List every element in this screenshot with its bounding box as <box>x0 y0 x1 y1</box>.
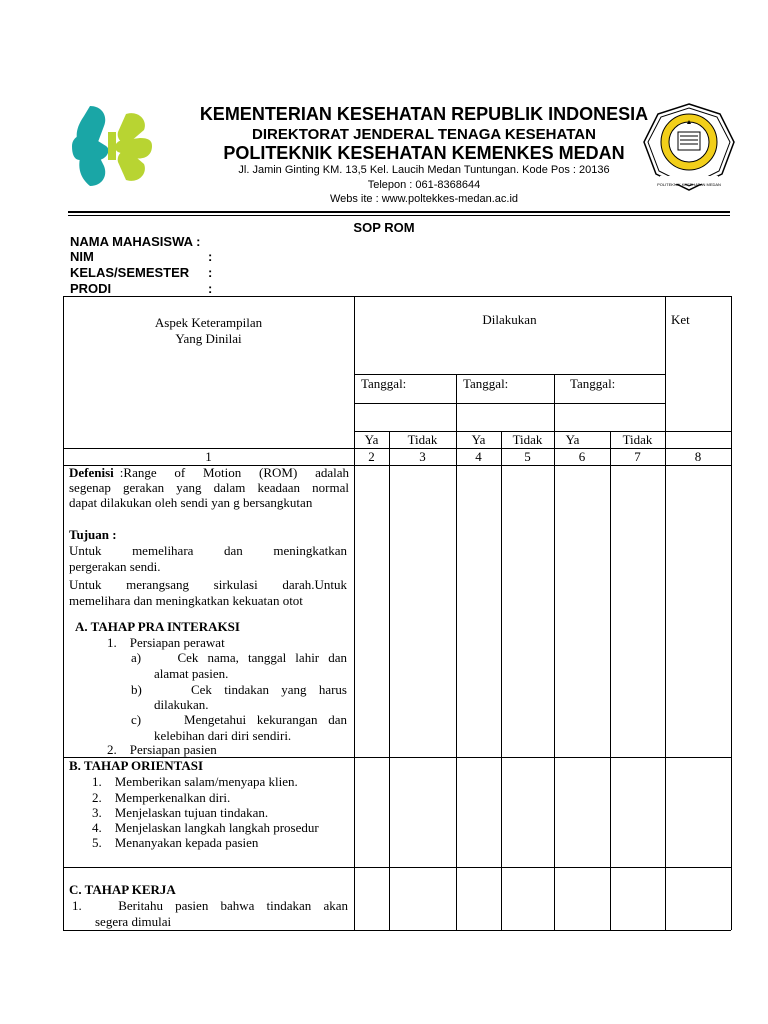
section-a-sub-b-line2: dilakukan. <box>154 697 209 712</box>
no-label-3: Tidak <box>622 432 653 447</box>
field-prodi-colon: : <box>208 281 213 296</box>
section-a-sub-a-line2: alamat pasien. <box>154 666 229 681</box>
section-a-sub-a-line1: a) Cek nama, tanggal lahir dan <box>131 650 347 665</box>
field-class-semester: KELAS/SEMESTER <box>70 265 190 280</box>
col-number-8: 8 <box>694 449 702 464</box>
section-c-title: C. TAHAP KERJA <box>69 882 176 897</box>
kemenkes-logo-icon <box>68 102 156 190</box>
phone-text: Telepon : 061-8368644 <box>367 179 481 191</box>
section-a-sub-b-line1: b) Cek tindakan yang harus <box>131 682 347 697</box>
aspect-header-line1: Aspek Keterampilan <box>154 315 263 330</box>
definition-text-2: segenap gerakan yang dalam keadaan normal <box>69 480 349 495</box>
directorate-name: DIREKTORAT JENDERAL TENAGA KESEHATAN <box>252 126 596 143</box>
date-label-2: Tanggal: <box>463 376 509 391</box>
definition-text-3: dapat dilakukan oleh sendi yan g bersangkutan <box>69 495 313 510</box>
section-b-item-4: 4. Menjelaskan langkah langkah prosedur <box>92 820 319 835</box>
website-text: Webs ite : www.poltekkes-medan.ac.id <box>329 193 519 205</box>
seal-caption: POLITEKNIK KESEHATAN MEDAN <box>657 182 721 187</box>
section-b-item-1: 1. Memberikan salam/menyapa klien. <box>92 774 298 789</box>
purpose-label: Tujuan : <box>69 527 117 542</box>
section-a-title: A. TAHAP PRA INTERAKSI <box>75 619 240 634</box>
field-class-colon: : <box>208 265 213 280</box>
field-prodi: PRODI <box>70 281 112 296</box>
col-number-5: 5 <box>524 449 531 464</box>
ket-header: Ket <box>671 312 690 327</box>
ministry-name: KEMENTERIAN KESEHATAN REPUBLIK INDONESIA <box>199 104 649 124</box>
field-nim-colon: : <box>208 249 213 264</box>
document-title: SOP ROM <box>353 220 415 235</box>
definition-text-1: :Range of Motion (ROM) adalah <box>119 465 349 480</box>
section-a-item-1: 1. Persiapan perawat <box>107 635 225 650</box>
done-header: Dilakukan <box>482 312 537 327</box>
section-a-sub-c-line2: kelebihan dari diri sendiri. <box>154 728 292 743</box>
no-label-1: Tidak <box>407 432 438 447</box>
header-rule-bottom <box>68 215 730 216</box>
address-text: Jl. Jamin Ginting KM. 13,5 Kel. Laucih Medan Tuntungan. Kode Pos : 20136 <box>238 164 610 176</box>
col-number-6: 6 <box>578 449 586 464</box>
purpose-text-2: pergerakan sendi. <box>69 559 161 574</box>
header-rule-top <box>68 211 730 213</box>
date-label-1: Tanggal: <box>361 376 407 391</box>
section-a-sub-c-line1: c) Mengetahui kekurangan dan <box>131 712 347 727</box>
aspect-header-line2: Yang Dinilai <box>175 331 242 346</box>
purpose-text-3: Untuk merangsang sirkulasi darah.Untuk <box>69 577 347 592</box>
no-label-2: Tidak <box>512 432 543 447</box>
field-student-name: NAMA MAHASISWA : <box>70 234 201 249</box>
yes-label-1: Ya <box>364 432 379 447</box>
section-b-item-3: 3. Menjelaskan tujuan tindakan. <box>92 805 269 820</box>
purpose-text-1: Untuk memelihara dan meningkatkan <box>69 543 347 558</box>
date-label-3: Tanggal: <box>570 376 616 391</box>
definition-label: Defenisi <box>69 465 114 480</box>
col-number-1: 1 <box>205 449 212 464</box>
section-c-item-1-line2: segera dimulai <box>95 914 172 929</box>
col-number-7: 7 <box>634 449 641 464</box>
section-b-item-2: 2. Memperkenalkan diri. <box>92 790 231 805</box>
poltekkes-seal-icon <box>642 102 736 194</box>
section-b-title: B. TAHAP ORIENTASI <box>69 758 204 773</box>
section-b-item-5: 5. Menanyakan kepada pasien <box>92 835 259 850</box>
definition-line-1 <box>69 465 349 480</box>
section-a-item-2: 2. Persiapan pasien <box>107 742 217 757</box>
col-number-4: 4 <box>475 449 482 464</box>
ministry-logo <box>68 102 156 190</box>
field-nim: NIM <box>70 249 94 264</box>
col-number-3: 3 <box>419 449 426 464</box>
yes-label-3: Ya <box>565 432 580 447</box>
institution-name: POLITEKNIK KESEHATAN KEMENKES MEDAN <box>223 143 625 163</box>
yes-label-2: Ya <box>471 432 486 447</box>
section-c-item-1-line1: 1. Beritahu pasien bahwa tindakan akan <box>72 898 348 913</box>
col-number-2: 2 <box>368 449 375 464</box>
purpose-text-4: memelihara dan meningkatkan kekuatan otot <box>69 593 303 608</box>
institution-seal <box>642 102 736 194</box>
